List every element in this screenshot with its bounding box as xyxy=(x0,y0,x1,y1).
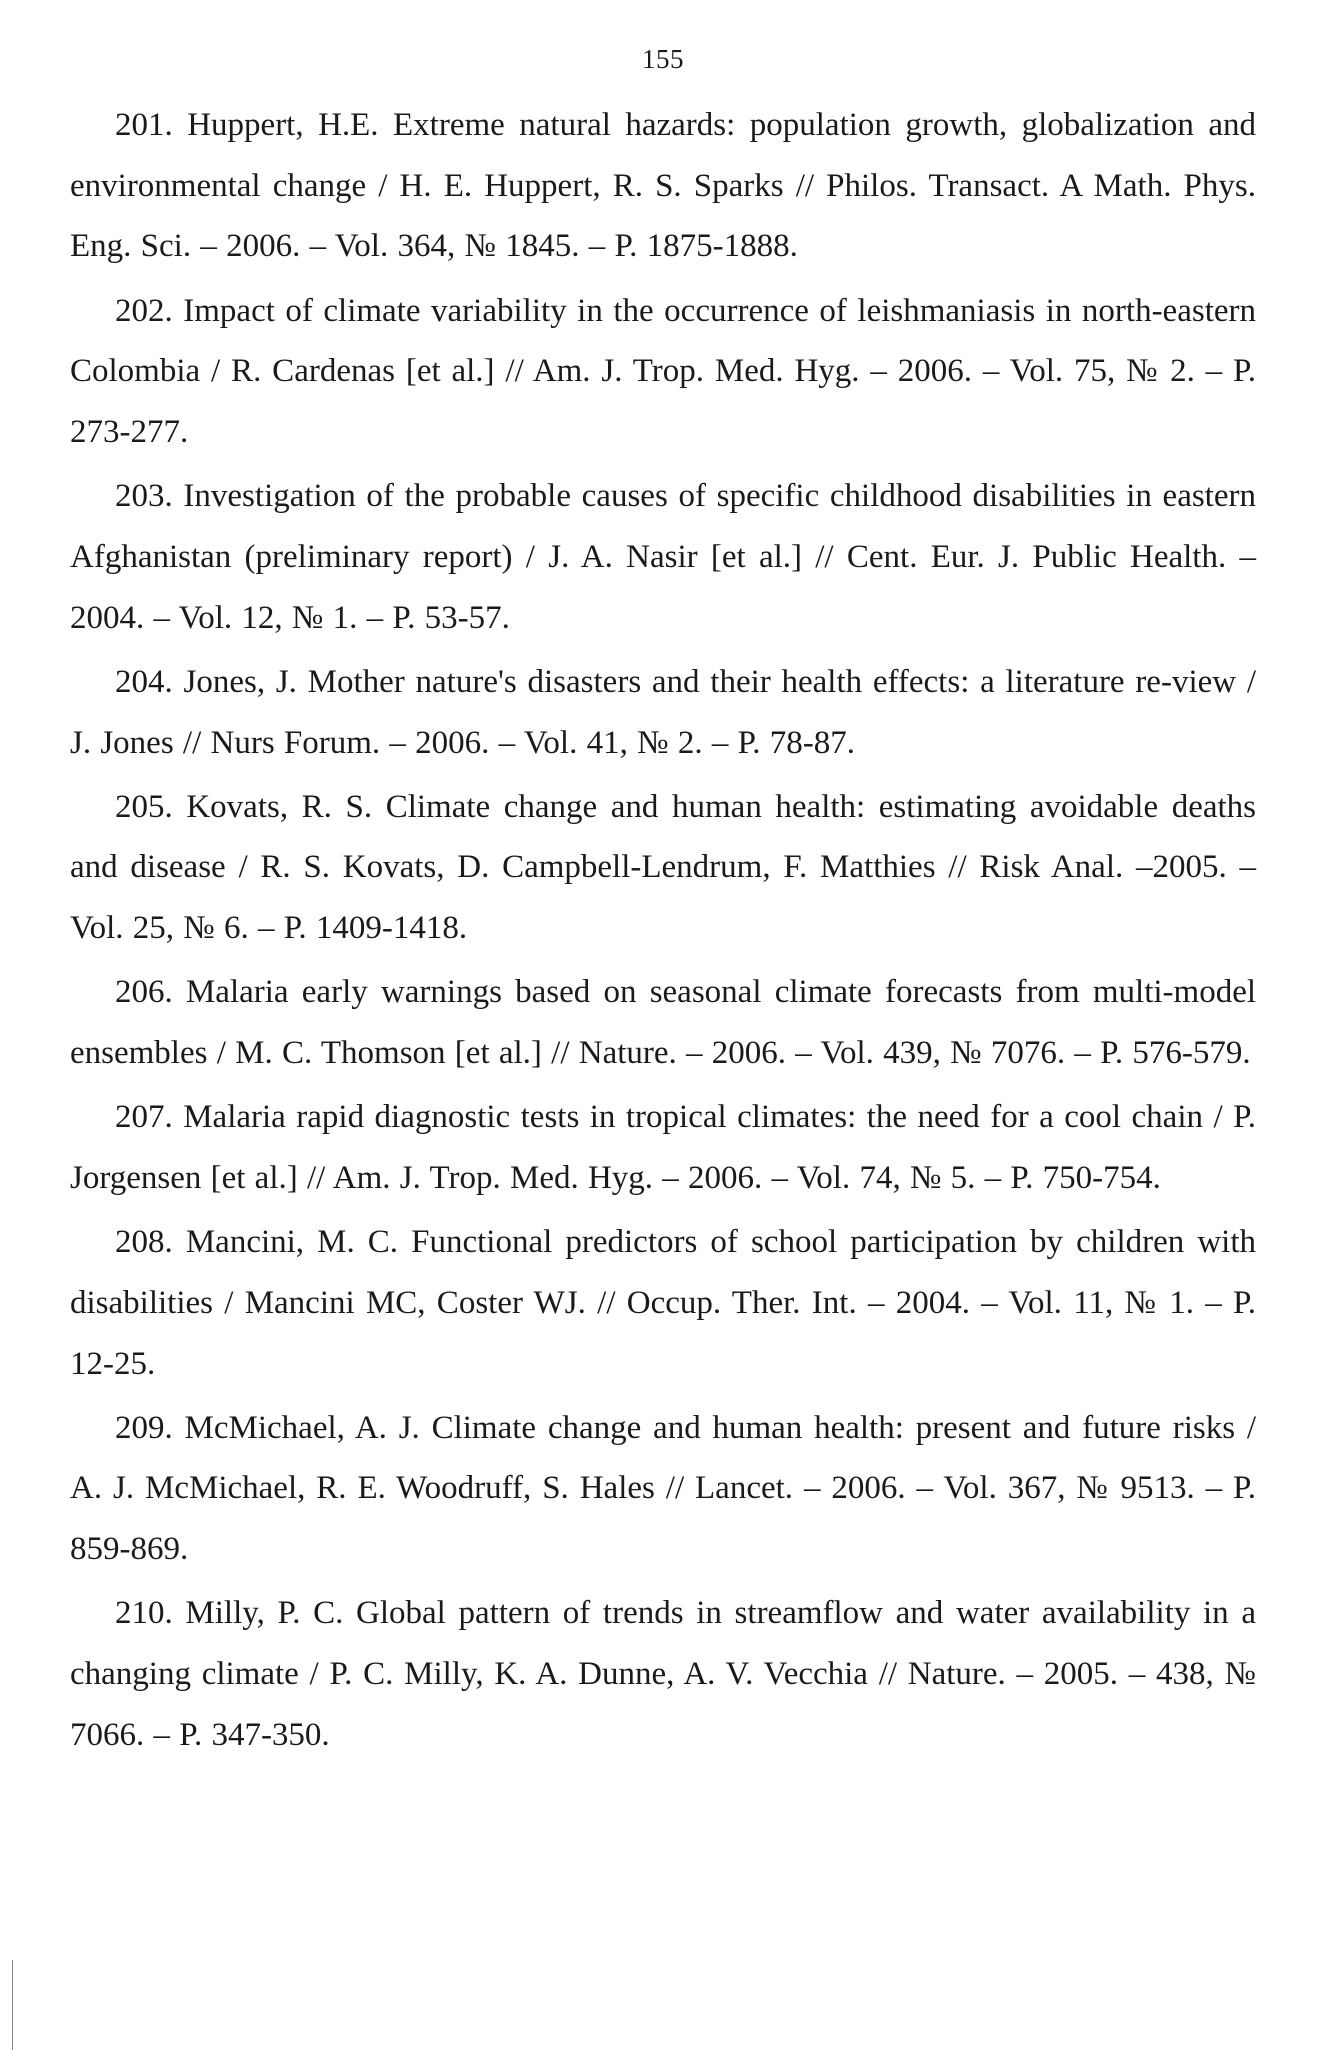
reference-item xyxy=(70,962,1256,1083)
reference-text: Mancini, M. C. Functional predictors of school participation by children with disabilities / Mancini MC, Coster WJ. // Occup. Ther. Int. – 2004. – Vol. 11, № 1. – P. 12-25. xyxy=(70,1224,1256,1382)
reference-item xyxy=(70,777,1256,959)
reference-item xyxy=(70,652,1256,773)
reference-text: McMichael, A. J. Climate change and human health: present and future risks / A. J. McMichael, R. E. Woodruff, S. Hales // Lancet. – 2006. – Vol. 367, № 9513. – P. 859-869. xyxy=(70,1409,1257,1568)
reference-item xyxy=(70,1212,1256,1394)
reference-item xyxy=(70,281,1256,463)
reference-text: Jones, J. Mother nature's disasters and their health effects: a literature re-view / J. Jones // Nurs Forum. – 2006. – Vol. 41, № 2. – P. 78-87. xyxy=(70,663,1256,761)
reference-text: Malaria early warnings based on seasonal climate forecasts from multi-model ensembles / M. C. Thomson [et al.] // Nature. – 2006. – Vol. 439, № 7076. – P. 576-579. xyxy=(70,974,1257,1072)
reference-text: Milly, P. C. Global pattern of trends in streamflow and water availability in a changing climate / P. C. Milly, K. A. Dunne, A. V. Vecchia // Nature. – 2005. – 438, № 7066. – P. 347-350. xyxy=(70,1595,1256,1753)
reference-number: 204. xyxy=(115,663,173,700)
reference-text: Impact of climate variability in the occurrence of leishmaniasis in north-eastern Colombia / R. Cardenas [et al.] // Am. J. Trop. Med. Hyg. – 2006. – Vol. 75, № 2. – P. 273-277. xyxy=(70,292,1256,451)
reference-text: Kovats, R. S. Climate change and human health: estimating avoidable deaths and disease / R. S. Kovats, D. Campbell-Lendrum, F. Matthies // Risk Anal. –2005. – Vol. 25, № 6. – P. 1409-1418. xyxy=(70,788,1256,947)
page-number: 155 xyxy=(642,44,684,74)
reference-number: 209. xyxy=(115,1409,173,1446)
reference-number: 205. xyxy=(115,788,173,825)
reference-text: Huppert, H.E. Extreme natural hazards: population growth, globalization and environmental change / H. E. Huppert, R. S. Sparks // Philos. Transact. A Math. Phys. Eng. Sci. – 2006. – Vol. 364, № 1845. – P. 1875-1888. xyxy=(70,107,1256,265)
reference-number: 210. xyxy=(115,1595,173,1632)
scan-margin-mark xyxy=(12,1960,13,2050)
reference-list xyxy=(70,95,1256,1769)
reference-text: Investigation of the probable causes of specific childhood disabilities in eastern Afghanistan (preliminary report) / J. A. Nasir [et al.] // Cent. Eur. J. Public Health. – 2004. – Vol. 12, № 1. – P. 53-57. xyxy=(70,478,1256,636)
reference-number: 207. xyxy=(115,1099,173,1136)
reference-number: 203. xyxy=(115,478,173,515)
reference-text: Malaria rapid diagnostic tests in tropical climates: the need for a cool chain / P. Jorgensen [et al.] // Am. J. Trop. Med. Hyg. – 2006. – Vol. 74, № 5. – P. 750-754. xyxy=(70,1099,1257,1196)
reference-number: 202. xyxy=(115,292,173,329)
reference-item xyxy=(70,95,1256,277)
reference-item xyxy=(70,1583,1256,1765)
reference-number: 208. xyxy=(115,1224,173,1261)
reference-item xyxy=(70,1398,1256,1580)
reference-number: 206. xyxy=(115,974,173,1011)
reference-number: 201. xyxy=(115,107,173,143)
reference-item xyxy=(70,466,1256,648)
reference-item xyxy=(70,1087,1256,1208)
